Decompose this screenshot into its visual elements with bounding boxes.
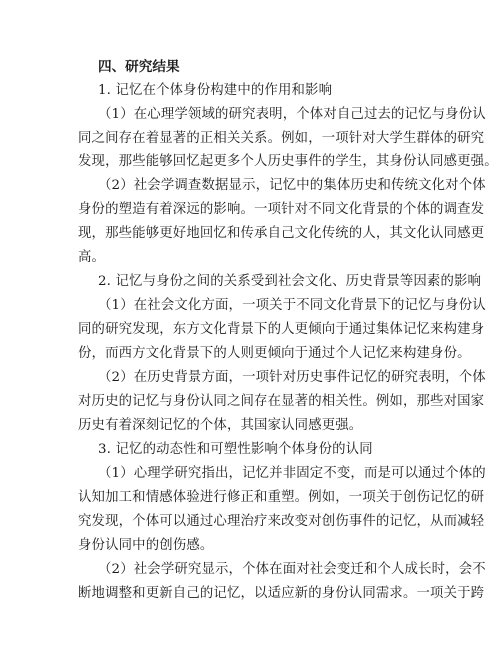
paragraph-line: （1）心理学研究指出，记忆并非固定不变，而是可以通过个体的 bbox=[98, 466, 486, 481]
section-title: 四、研究结果 bbox=[98, 59, 180, 75]
paragraph-line: 高。 bbox=[78, 250, 106, 265]
paragraph-line: （2）社会学调查数据显示，记忆中的集体历史和传统文化对个体 bbox=[98, 178, 486, 193]
heading-2: 2. 记忆与身份之间的关系受到社会文化、历史背景等因素的影响 bbox=[98, 274, 482, 289]
paragraph-line: （1）在社会文化方面，一项关于不同文化背景下的记忆与身份认 bbox=[98, 298, 486, 313]
paragraph-line: 现，那些能够更好地回忆和传承自己文化传统的人，其文化认同感更 bbox=[78, 226, 485, 241]
paragraph-line: 断地调整和更新自己的记忆，以适应新的身份认同需求。一项关于跨 bbox=[78, 586, 485, 601]
paragraph-line: （2）社会学研究显示，个体在面对社会变迁和个人成长时，会不 bbox=[98, 562, 486, 577]
paragraph-line: （1）在心理学领域的研究表明，个体对自己过去的记忆与身份认 bbox=[98, 107, 486, 122]
paragraph-line: 同之间存在着显著的正相关关系。例如，一项针对大学生群体的研究 bbox=[78, 131, 485, 146]
paragraph-line: 同的研究发现，东方文化背景下的人更倾向于通过集体记忆来构建身 bbox=[78, 322, 485, 337]
paragraph-line: 身份的塑造有着深远的影响。一项针对不同文化背景的个体的调查发 bbox=[78, 202, 485, 217]
paragraph-line: 份，而西方文化背景下的人则更倾向于通过个人记忆来构建身份。 bbox=[78, 346, 471, 361]
paragraph-line: 对历史的记忆与身份认同之间存在显著的相关性。例如，那些对国家 bbox=[78, 394, 485, 409]
paragraph-line: 究发现，个体可以通过心理治疗来改变对创伤事件的记忆，从而减轻 bbox=[78, 514, 485, 529]
heading-3: 3. 记忆的动态性和可塑性影响个体身份的认同 bbox=[98, 442, 373, 457]
paragraph-line: 发现，那些能够回忆起更多个人历史事件的学生，其身份认同感更强。 bbox=[78, 154, 498, 169]
paragraph-line: 历史有着深刻记忆的个体，其国家认同感更强。 bbox=[78, 418, 363, 433]
heading-1: 1. 记忆在个体身份构建中的作用和影响 bbox=[98, 83, 333, 98]
paragraph-line: （2）在历史背景方面，一项针对历史事件记忆的研究表明，个体 bbox=[98, 370, 486, 385]
paragraph-line: 认知加工和情感体验进行修正和重塑。例如，一项关于创伤记忆的研 bbox=[78, 490, 485, 505]
paragraph-line: 身份认同中的创伤感。 bbox=[78, 538, 214, 553]
